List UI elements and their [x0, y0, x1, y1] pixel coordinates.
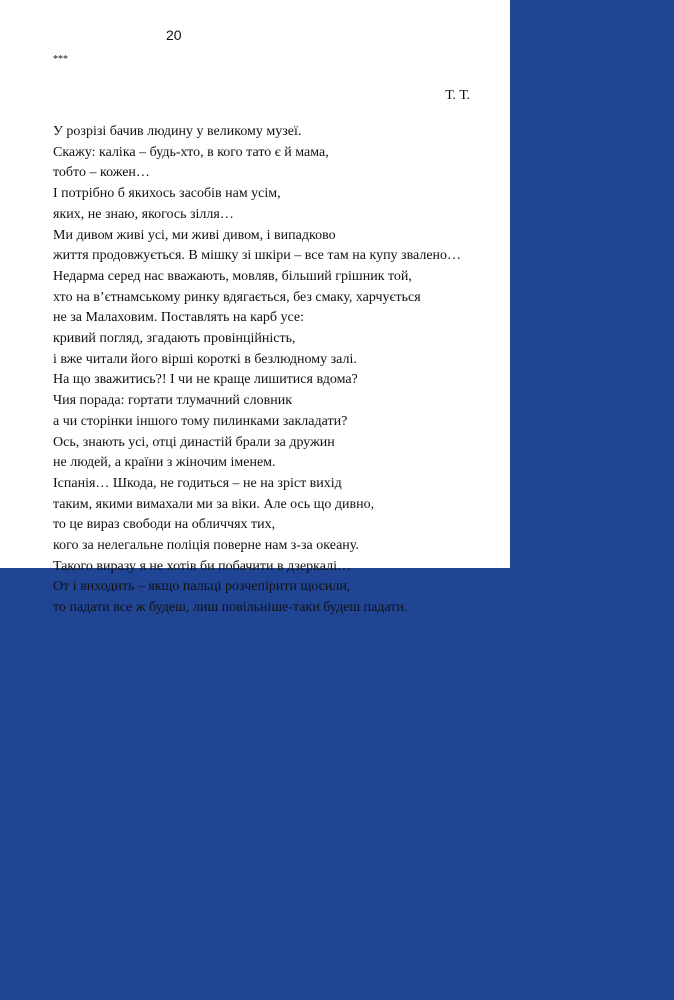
poem-line: Такого виразу я не хотів би побачити в дзеркалі… — [53, 558, 351, 574]
poem-line: хто на в’єтнамському ринку вдягається, без смаку, харчується — [53, 289, 421, 305]
poem-line: кого за нелегальне поліція поверне нам з-за океану. — [53, 538, 359, 554]
poem-line: У розрізі бачив людину у великому музеї. — [53, 124, 302, 139]
poem-line: а чи сторінки іншого тому пилинками закладати? — [53, 413, 348, 429]
poem-line: Ми дивом живі усі, ми живі дивом, і випадково — [53, 227, 336, 243]
poem-line: то це вираз свободи на обличчях тих, — [53, 517, 276, 533]
poem-line: Чия порада: гортати тлумачний словник — [53, 393, 293, 409]
poem-line: На що зважитись?! І чи не краще лишитися вдома? — [53, 372, 358, 388]
poem-line: От і виходить – якщо пальці розчепірити щосили, — [53, 579, 351, 595]
poem-line: тобто – кожен… — [53, 165, 150, 181]
poem-line: Скажу: каліка – будь-хто, в кого тато є й мама, — [53, 144, 329, 160]
poem-line: і вже читали його вірші короткі в безлюдному залі. — [53, 351, 357, 367]
poem-line: життя продовжується. В мішку зі шкіри – все там на купу звалено… — [53, 248, 462, 264]
poem-line: не за Малаховим. Поставлять на карб усе: — [53, 310, 305, 326]
dedication: Т. Т. — [445, 88, 470, 103]
poem-line: Іспанія… Шкода, не годиться – не на зріст вихід — [53, 475, 342, 491]
book-page — [0, 0, 510, 616]
poem-line: не людей, а країни з жіночим іменем. — [53, 455, 276, 471]
poem-line: таким, якими вимахали ми за віки. Але ось що дивно, — [53, 496, 375, 512]
poem-line: яких, не знаю, якогось зілля… — [53, 206, 234, 222]
poem-line: Недарма серед нас вважають, мовляв, більший грішник той, — [53, 268, 412, 284]
poem-line: Ось, знають усі, отці династій брали за дружин — [53, 434, 335, 450]
page-number: 20 — [166, 27, 182, 43]
poem-body — [53, 122, 503, 619]
section-separator: *** — [53, 54, 68, 65]
poem-line: то падати все ж будеш, лиш повільніше-таки будеш падати. — [53, 600, 408, 616]
poem-line: кривий погляд, згадають провінційність, — [53, 331, 296, 347]
poem-line: І потрібно б якихось засобів нам усім, — [53, 186, 281, 202]
